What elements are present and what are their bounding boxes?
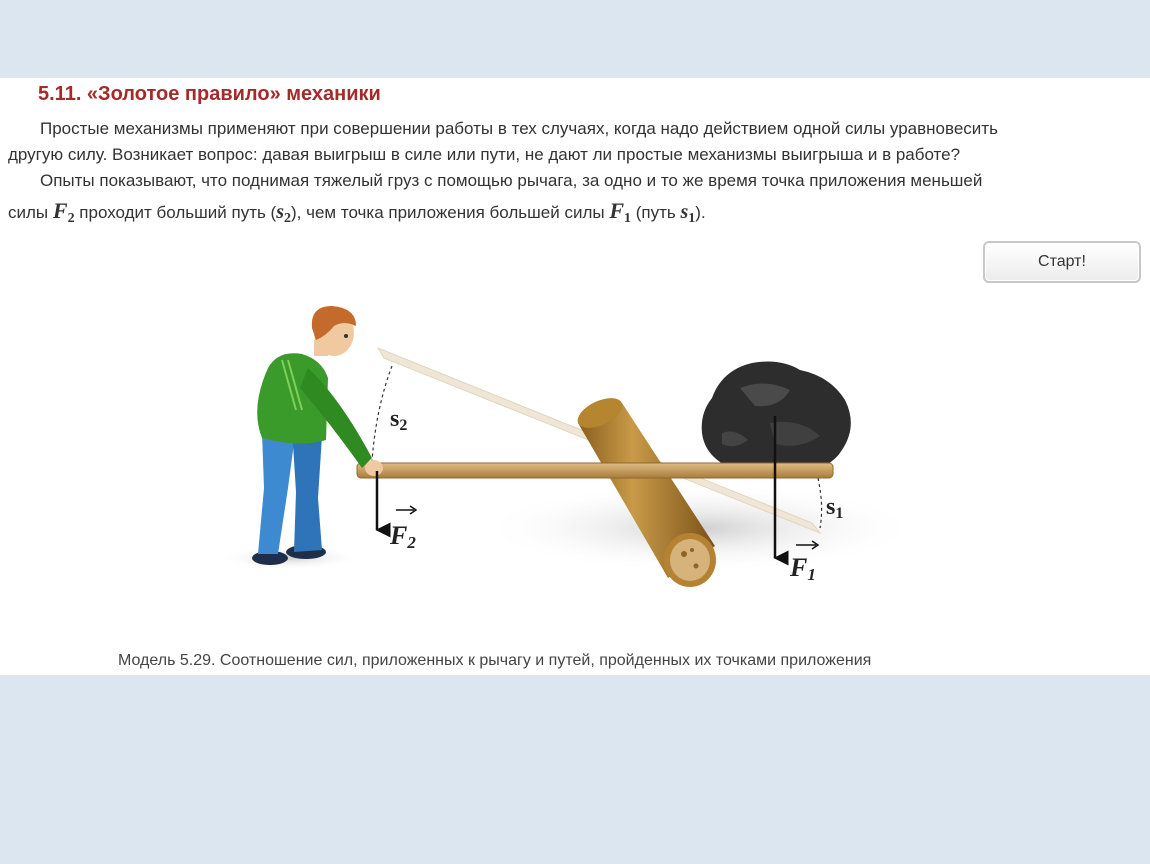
label-subscript: 1 [807,565,816,584]
symbol-letter: s [680,201,689,223]
lever-model-illustration [0,78,1150,675]
paragraph-2-line-1: Опыты показывают, что поднимая тяжелый груз с помощью рычага, за одно и то же время точка приложения меньшей [40,171,983,190]
paragraph-1-line-1: Простые механизмы применяют при совершении работы в тех случаях, когда надо действием одной силы уравновесить [40,119,998,138]
label-subscript: 1 [835,505,844,522]
text-segment: проходит больший путь ( [79,203,277,222]
rock-load [702,362,851,475]
symbol-letter: F [609,198,624,223]
symbol-subscript: 2 [67,211,75,226]
symbol-subscript: 2 [284,211,292,226]
text-segment: (путь [635,203,676,222]
start-button[interactable]: Старт! [983,241,1141,283]
label-F2 [389,506,416,552]
label-s2 [390,406,407,434]
label-letter: F [390,521,408,550]
lever-bar [357,463,833,478]
path-arc-s2 [372,366,392,461]
label-letter: s [826,494,836,520]
text-segment: ). [695,203,706,222]
page-content [0,78,1150,675]
label-subscript: 2 [407,533,416,552]
figure-caption: Модель 5.29. Соотношение сил, приложенных к рычагу и путей, пройденных их точками приложения [118,652,872,669]
label-subscript: 2 [399,417,408,434]
page-title: 5.11. «Золотое правило» механики [38,83,381,105]
symbol-letter: s [276,201,285,223]
person-figure [252,306,383,565]
svg-text:F2 [389,521,416,552]
symbol-letter: F [52,198,68,223]
paragraph-1-line-2: другую силу. Возникает вопрос: давая выигрыш в силе или пути, не дают ли простые механизмы выигрыша и в работе? [8,145,961,164]
symbol-subscript: 1 [624,211,631,226]
label-letter: s [390,406,400,432]
label-letter: F [790,553,808,582]
text-segment: ), чем точка приложения большей силы [291,203,605,222]
text-segment: силы [8,203,49,222]
symbol-subscript: 1 [688,211,696,226]
